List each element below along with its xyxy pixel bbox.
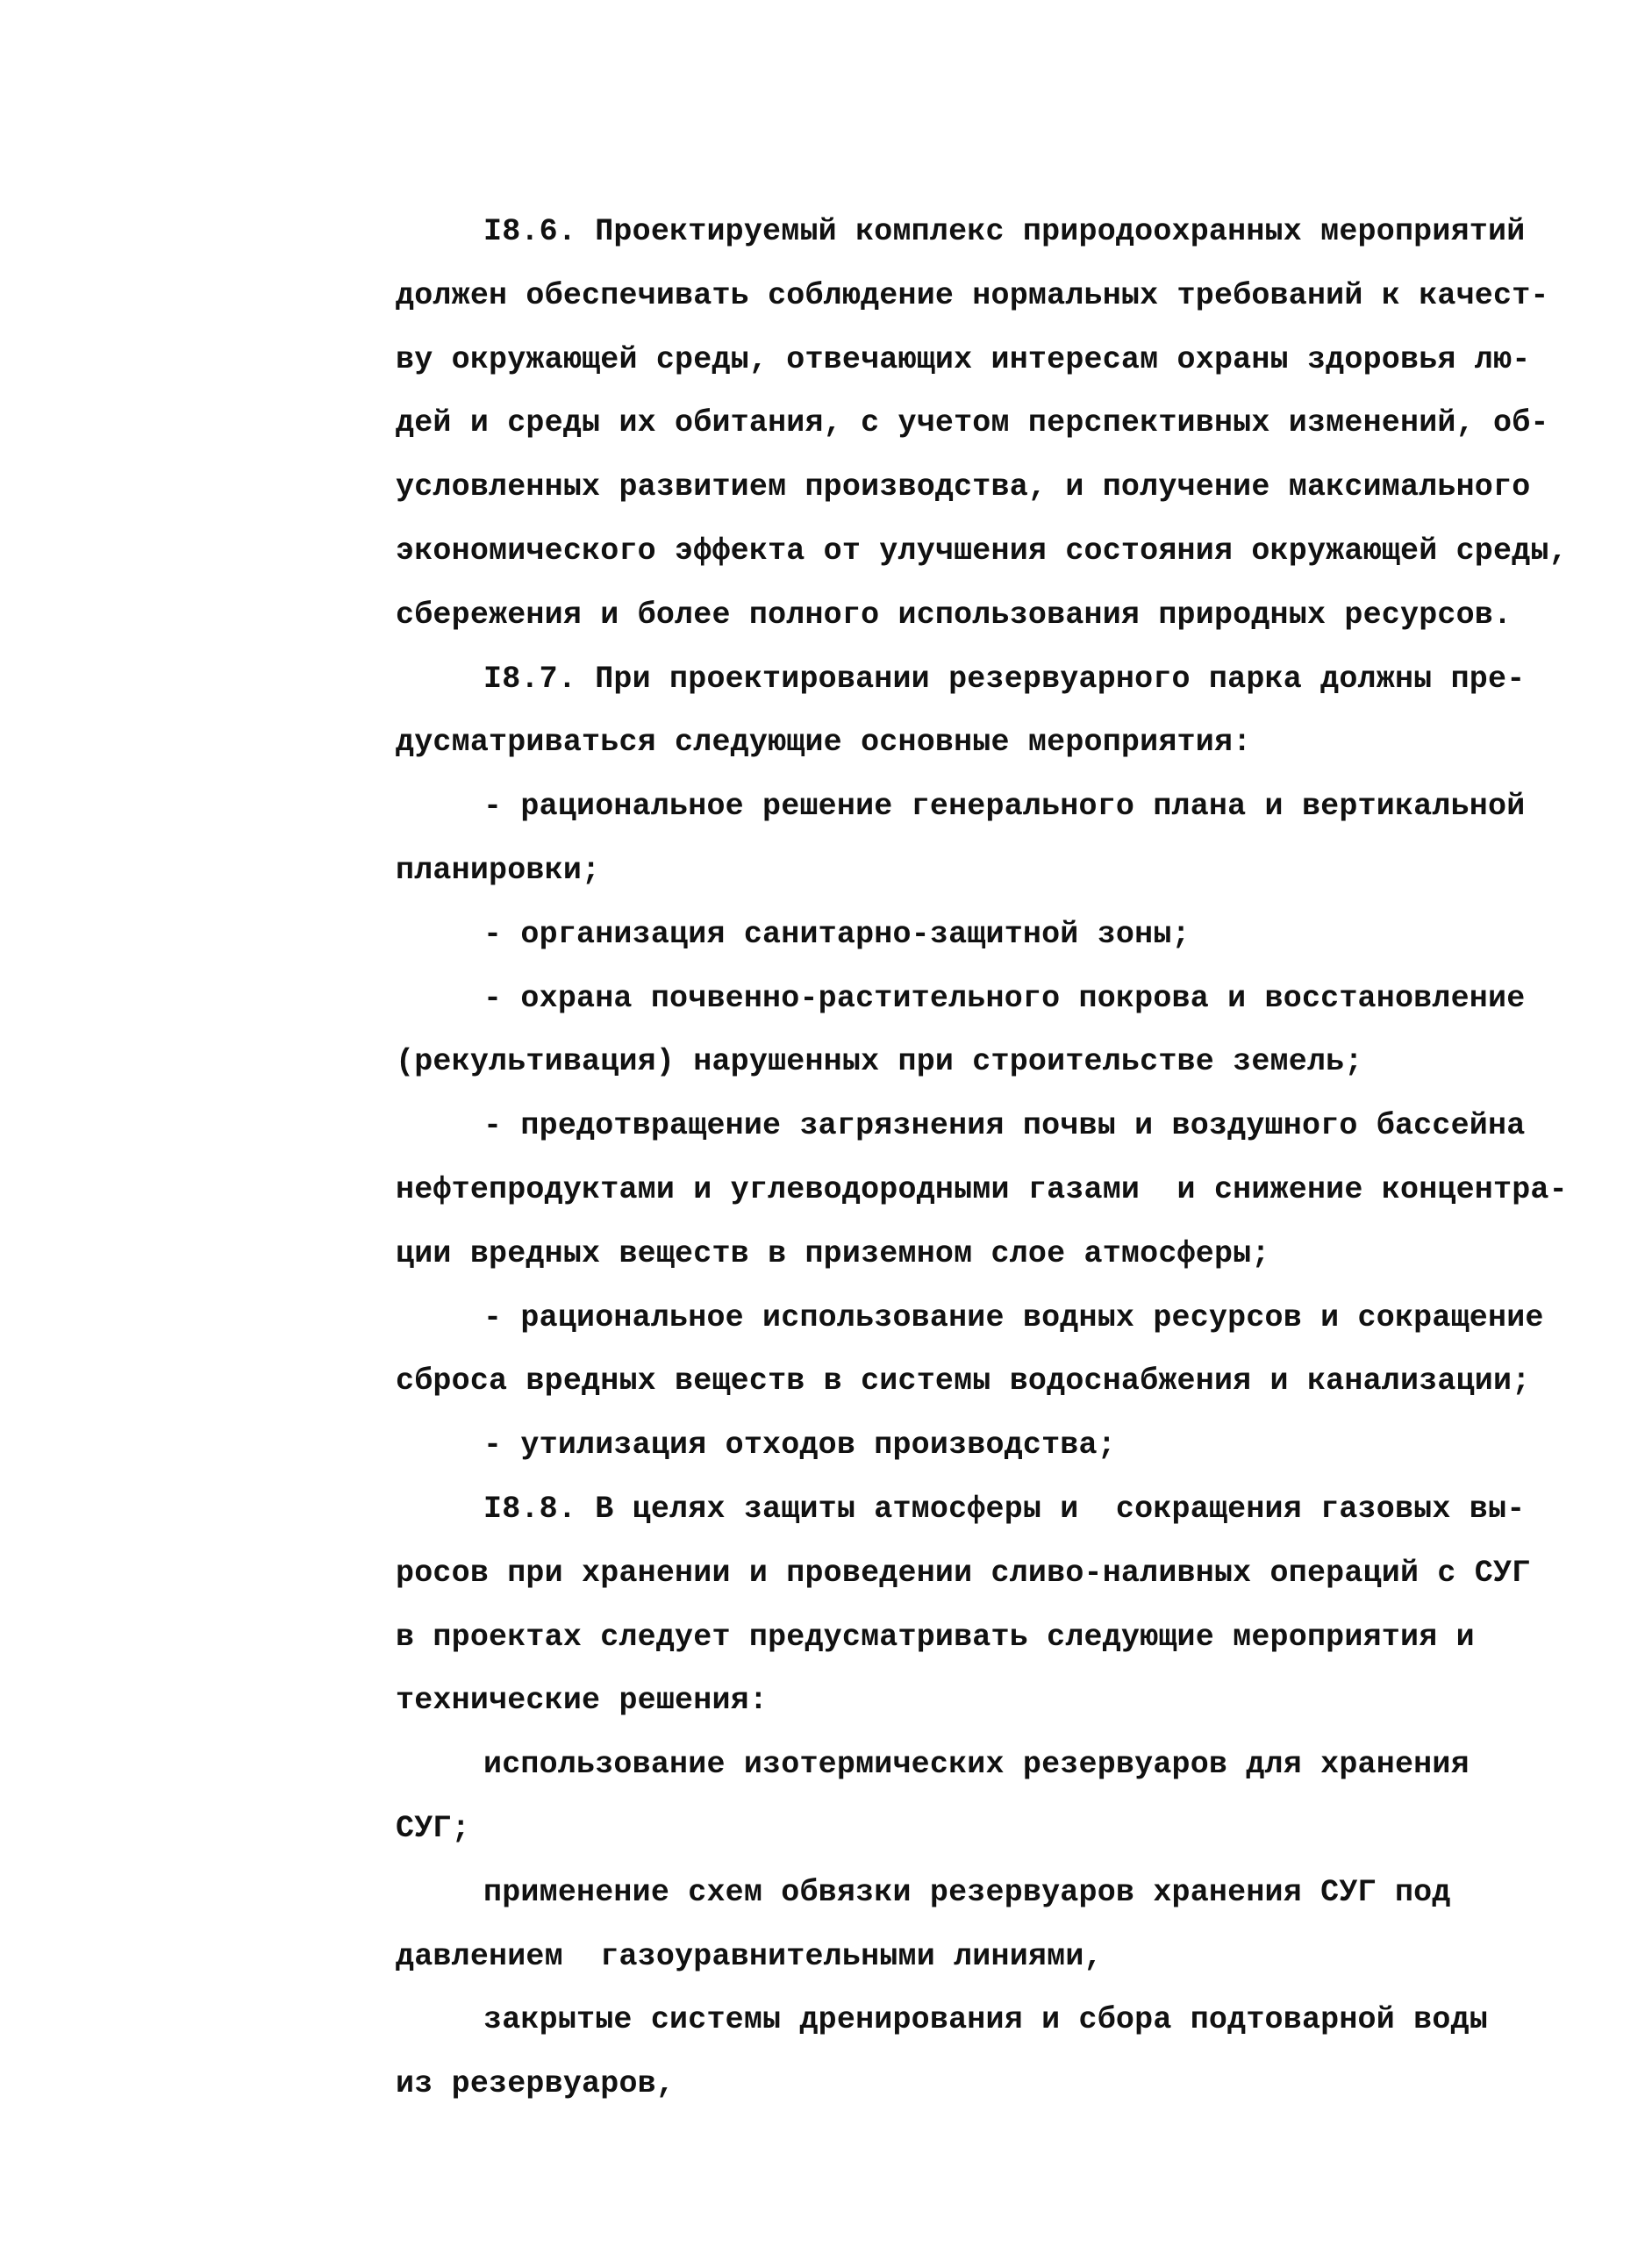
text-line: нефтепродуктами и углеводородными газами и снижение концентра- (396, 1171, 1568, 1207)
text-line: (рекультивация) нарушенных при строительстве земель; (396, 1044, 1363, 1080)
text-line: технические решения: (396, 1683, 769, 1719)
text-line: экономического эффекта от улучшения состояния окружающей среды, (396, 533, 1568, 569)
text-line: I8.8. В целях защиты атмосферы и сокращения газовых вы- (483, 1491, 1526, 1527)
text-line: применение схем обвязки резервуаров хранения СУГ под (483, 1874, 1451, 1910)
text-line: - рациональное использование водных ресурсов и сокращение (483, 1299, 1544, 1335)
text-line: дей и среды их обитания, с учетом перспективных изменений, об- (396, 405, 1549, 441)
text-line: давлением газоуравнительными линиями, (396, 1938, 1103, 1974)
text-line: росов при хранении и проведении сливо-наливных операций с СУГ (396, 1555, 1531, 1591)
text-line: дусматриваться следующие основные мероприятия: (396, 725, 1252, 761)
text-line: - организация санитарно-защитной зоны; (483, 916, 1191, 952)
text-line: в проектах следует предусматривать следующие мероприятия и (396, 1619, 1475, 1655)
document-body (396, 200, 1624, 2116)
text-line: - утилизация отходов производства; (483, 1428, 1116, 1463)
text-line: - предотвращение загрязнения почвы и воздушного бассейна (483, 1108, 1526, 1144)
text-line: - рациональное решение генерального плана и вертикальной (483, 789, 1526, 825)
text-line: I8.6. Проектируемый комплекс природоохранных мероприятий (483, 214, 1526, 249)
text-line: СУГ; (396, 1810, 470, 1846)
text-line: планировки; (396, 852, 601, 888)
text-line: I8.7. При проектировании резервуарного парка должны пре- (483, 661, 1526, 697)
text-line: сбережения и более полного использования природных ресурсов. (396, 597, 1513, 633)
text-line: использование изотермических резервуаров для хранения (483, 1747, 1470, 1783)
text-line: условленных развитием производства, и получение максимального (396, 469, 1531, 505)
text-line: из резервуаров, (396, 2066, 676, 2102)
text-line: ции вредных веществ в приземном слое атмосферы; (396, 1235, 1270, 1271)
text-line: ву окружающей среды, отвечающих интересам охраны здоровья лю- (396, 341, 1531, 377)
text-line: должен обеспечивать соблюдение нормальных требований к качест- (396, 277, 1549, 313)
text-line: сброса вредных веществ в системы водоснабжения и канализации; (396, 1363, 1531, 1399)
text-line: - охрана почвенно-растительного покрова и восстановление (483, 980, 1526, 1016)
text-line: закрытые системы дренирования и сбора подтоварной воды (483, 2002, 1488, 2038)
